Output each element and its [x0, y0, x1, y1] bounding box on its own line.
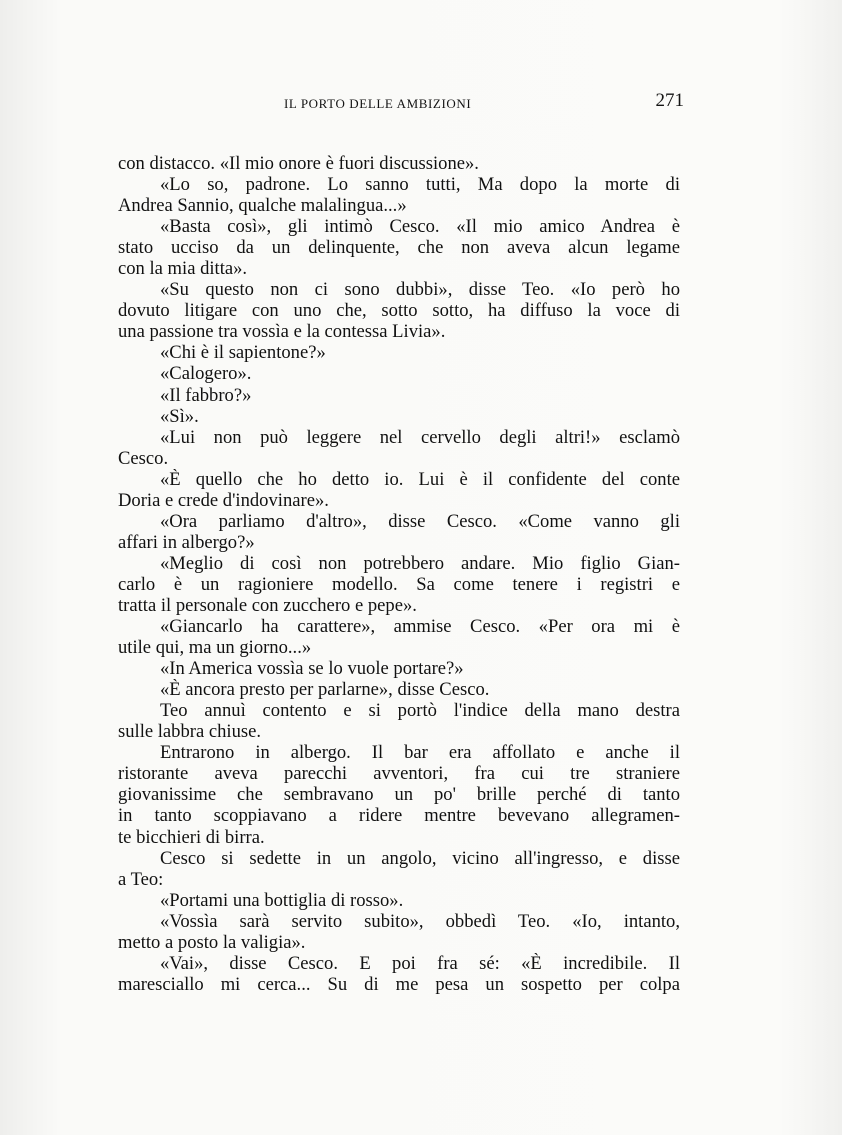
running-title: IL PORTO DELLE AMBIZIONI [284, 96, 472, 111]
text-line: «È quello che ho detto io. Lui è il confidente del conte [160, 468, 680, 490]
text-line: «Vai», disse Cesco. E poi fra sé: «È incredibile. Il [160, 952, 680, 974]
text-line: Entrarono in albergo. Il bar era affollato e anche il [160, 742, 680, 764]
text-line: «Meglio di così non potrebbero andare. Mio figlio Gian- [160, 552, 680, 574]
text-line: carlo è un ragioniere modello. Sa come tenere i registri e [118, 573, 680, 595]
text-line: «Su questo non ci sono dubbi», disse Teo. «Io però ho [160, 279, 680, 301]
text-line: «Sì». [160, 405, 199, 427]
text-line: «Ora parliamo d'altro», disse Cesco. «Come vanno gli [160, 510, 680, 532]
text-line: «Calogero». [160, 363, 252, 385]
text-line: stato ucciso da un delinquente, che non aveva alcun legame [118, 237, 680, 259]
text-line: tratta il personale con zucchero e pepe». [118, 594, 417, 616]
text-line: «In America vossìa se lo vuole portare?» [160, 658, 464, 680]
text-line: maresciallo mi cerca... Su di me pesa un sospetto per colpa [118, 973, 680, 995]
text-line: una passione tra vossìa e la contessa Livia». [118, 321, 446, 343]
text-line: in tanto scoppiavano a ridere mentre bevevano allegramen- [118, 805, 680, 827]
text-line: «Basta così», gli intimò Cesco. «Il mio amico Andrea è [160, 216, 680, 238]
text-line: dovuto litigare con uno che, sotto sotto, ha diffuso la voce di [118, 300, 680, 322]
text-line: sulle labbra chiuse. [118, 721, 262, 743]
text-line: Doria e crede d'indovinare». [118, 489, 329, 511]
text-line: «Il fabbro?» [160, 384, 252, 406]
text-line: «Vossìa sarà servito subito», obbedì Teo. «Io, intanto, [160, 910, 680, 932]
text-line: «Lui non può leggere nel cervello degli altri!» esclamò [160, 426, 680, 448]
text-line: con distacco. «Il mio onore è fuori discussione». [118, 153, 479, 174]
text-line: utile qui, ma un giorno...» [118, 637, 312, 659]
text-line: «Portami una bottiglia di rosso». [160, 889, 404, 911]
text-line: Cesco si sedette in un angolo, vicino all'ingresso, e disse [160, 847, 680, 869]
text-line: affari in albergo?» [118, 531, 255, 553]
text-line: Teo annuì contento e si portò l'indice della mano destra [160, 700, 680, 722]
text-line: «Lo so, padrone. Lo sanno tutti, Ma dopo la morte di [160, 174, 680, 196]
text-line: a Teo: [118, 868, 164, 890]
page-header [118, 90, 684, 120]
page-number: 271 [655, 90, 684, 111]
text-line: Andrea Sannio, qualche malalingua...» [118, 195, 407, 217]
text-line: «Giancarlo ha carattere», ammise Cesco. «Per ora mi è [160, 616, 680, 638]
text-line: «È ancora presto per parlarne», disse Cesco. [160, 679, 490, 701]
text-line: Cesco. [118, 447, 169, 469]
text-line: ristorante aveva parecchi avventori, fra cui tre straniere [118, 763, 680, 785]
body-text [118, 153, 680, 995]
text-line: con la mia ditta». [118, 258, 248, 280]
text-line: giovanissime che sembravano un po' brille perché di tanto [118, 784, 680, 806]
text-line: metto a posto la valigia». [118, 931, 306, 953]
text-line: te bicchieri di birra. [118, 826, 265, 848]
text-line: «Chi è il sapientone?» [160, 342, 326, 364]
